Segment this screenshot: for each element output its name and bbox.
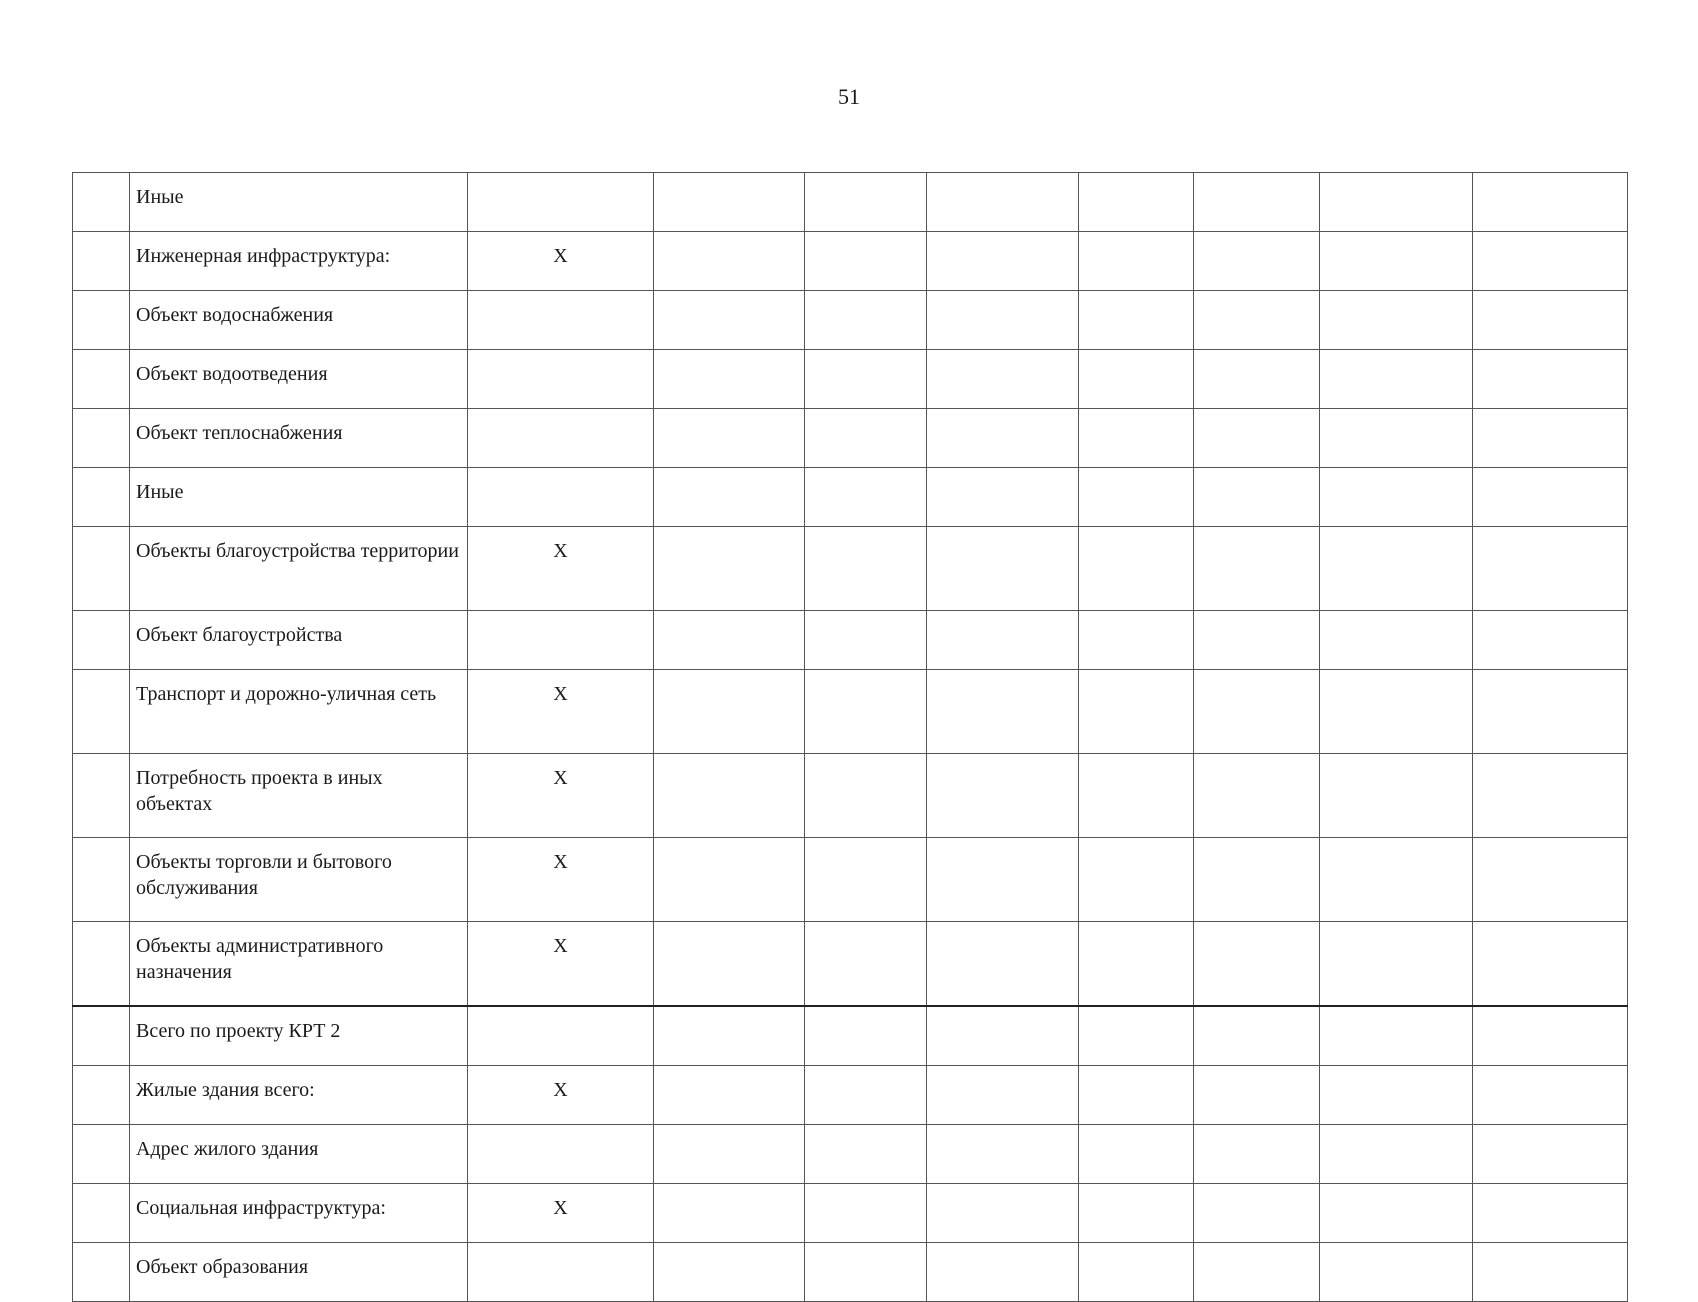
value-cell bbox=[1194, 232, 1320, 291]
value-cell bbox=[927, 409, 1079, 468]
value-cell bbox=[805, 754, 927, 838]
item-name-cell: Объект водоснабжения bbox=[130, 291, 468, 350]
value-cell bbox=[1079, 611, 1194, 670]
table-row bbox=[73, 922, 1628, 1007]
value-cell bbox=[654, 1125, 805, 1184]
row-number-cell bbox=[73, 922, 130, 1007]
value-cell bbox=[1079, 468, 1194, 527]
mark-cell: X bbox=[468, 232, 654, 291]
value-cell bbox=[1473, 670, 1628, 754]
value-cell bbox=[1194, 409, 1320, 468]
row-number-cell bbox=[73, 1243, 130, 1302]
value-cell bbox=[1473, 350, 1628, 409]
value-cell bbox=[1194, 291, 1320, 350]
item-name-cell: Объекты административного назначения bbox=[130, 922, 468, 1007]
value-cell bbox=[1320, 670, 1473, 754]
mark-cell: X bbox=[468, 922, 654, 1007]
row-number-cell bbox=[73, 350, 130, 409]
row-number-cell bbox=[73, 527, 130, 611]
value-cell bbox=[1320, 350, 1473, 409]
value-cell bbox=[654, 1243, 805, 1302]
item-name-cell: Инженерная инфраструктура: bbox=[130, 232, 468, 291]
mark-cell: X bbox=[468, 838, 654, 922]
item-name-cell: Объекты благоустройства территории bbox=[130, 527, 468, 611]
item-name-cell: Транспорт и дорожно-уличная сеть bbox=[130, 670, 468, 754]
value-cell bbox=[1320, 922, 1473, 1007]
table-row bbox=[73, 527, 1628, 611]
value-cell bbox=[654, 1006, 805, 1066]
value-cell bbox=[1320, 1006, 1473, 1066]
item-name-cell: Социальная инфраструктура: bbox=[130, 1184, 468, 1243]
value-cell bbox=[1473, 409, 1628, 468]
value-cell bbox=[805, 173, 927, 232]
row-number-cell bbox=[73, 232, 130, 291]
value-cell bbox=[927, 1006, 1079, 1066]
value-cell bbox=[1473, 291, 1628, 350]
value-cell bbox=[1473, 1066, 1628, 1125]
value-cell bbox=[1473, 1243, 1628, 1302]
value-cell bbox=[1473, 1125, 1628, 1184]
row-number-cell bbox=[73, 1184, 130, 1243]
table-row bbox=[73, 350, 1628, 409]
value-cell bbox=[805, 1184, 927, 1243]
value-cell bbox=[1079, 1184, 1194, 1243]
value-cell bbox=[805, 350, 927, 409]
value-cell bbox=[1079, 350, 1194, 409]
value-cell bbox=[927, 173, 1079, 232]
value-cell bbox=[927, 670, 1079, 754]
value-cell bbox=[654, 838, 805, 922]
value-cell bbox=[1320, 838, 1473, 922]
value-cell bbox=[1194, 754, 1320, 838]
mark-cell: X bbox=[468, 1066, 654, 1125]
value-cell bbox=[1473, 1006, 1628, 1066]
value-cell bbox=[1079, 1066, 1194, 1125]
value-cell bbox=[927, 1243, 1079, 1302]
value-cell bbox=[1194, 527, 1320, 611]
item-name-cell: Потребность проекта в иных объектах bbox=[130, 754, 468, 838]
mark-cell: X bbox=[468, 754, 654, 838]
value-cell bbox=[654, 611, 805, 670]
mark-cell bbox=[468, 468, 654, 527]
item-name-cell: Жилые здания всего: bbox=[130, 1066, 468, 1125]
item-name-cell: Объект образования bbox=[130, 1243, 468, 1302]
value-cell bbox=[805, 670, 927, 754]
table-row bbox=[73, 232, 1628, 291]
table-row bbox=[73, 468, 1628, 527]
value-cell bbox=[1194, 1066, 1320, 1125]
value-cell bbox=[1473, 754, 1628, 838]
value-cell bbox=[1194, 1184, 1320, 1243]
value-cell bbox=[654, 409, 805, 468]
value-cell bbox=[1473, 173, 1628, 232]
table-row bbox=[73, 1125, 1628, 1184]
value-cell bbox=[654, 670, 805, 754]
value-cell bbox=[1079, 232, 1194, 291]
value-cell bbox=[1320, 1066, 1473, 1125]
value-cell bbox=[654, 754, 805, 838]
value-cell bbox=[1079, 173, 1194, 232]
value-cell bbox=[654, 527, 805, 611]
value-cell bbox=[1194, 1243, 1320, 1302]
row-number-cell bbox=[73, 1006, 130, 1066]
mark-cell: X bbox=[468, 1184, 654, 1243]
value-cell bbox=[1473, 527, 1628, 611]
value-cell bbox=[805, 922, 927, 1007]
value-cell bbox=[654, 1066, 805, 1125]
value-cell bbox=[805, 232, 927, 291]
table-body bbox=[73, 173, 1628, 1302]
value-cell bbox=[927, 838, 1079, 922]
value-cell bbox=[1194, 670, 1320, 754]
value-cell bbox=[1473, 232, 1628, 291]
table-row bbox=[73, 1243, 1628, 1302]
mark-cell bbox=[468, 350, 654, 409]
mark-cell: X bbox=[468, 670, 654, 754]
value-cell bbox=[927, 291, 1079, 350]
value-cell bbox=[1473, 468, 1628, 527]
mark-cell bbox=[468, 173, 654, 232]
value-cell bbox=[1473, 1184, 1628, 1243]
value-cell bbox=[1320, 611, 1473, 670]
value-cell bbox=[927, 922, 1079, 1007]
row-number-cell bbox=[73, 1066, 130, 1125]
value-cell bbox=[1320, 1184, 1473, 1243]
value-cell bbox=[927, 232, 1079, 291]
value-cell bbox=[1320, 173, 1473, 232]
value-cell bbox=[805, 1006, 927, 1066]
table-row bbox=[73, 1006, 1628, 1066]
value-cell bbox=[1194, 468, 1320, 527]
item-name-cell: Объект теплоснабжения bbox=[130, 409, 468, 468]
item-name-cell: Объект водоотведения bbox=[130, 350, 468, 409]
row-number-cell bbox=[73, 754, 130, 838]
row-number-cell bbox=[73, 838, 130, 922]
value-cell bbox=[805, 838, 927, 922]
value-cell bbox=[1079, 1125, 1194, 1184]
value-cell bbox=[654, 468, 805, 527]
value-cell bbox=[1320, 291, 1473, 350]
value-cell bbox=[1194, 611, 1320, 670]
value-cell bbox=[1473, 922, 1628, 1007]
row-number-cell bbox=[73, 670, 130, 754]
mark-cell bbox=[468, 291, 654, 350]
table-row bbox=[73, 670, 1628, 754]
value-cell bbox=[927, 754, 1079, 838]
mark-cell bbox=[468, 1006, 654, 1066]
value-cell bbox=[654, 350, 805, 409]
value-cell bbox=[1473, 838, 1628, 922]
value-cell bbox=[805, 1125, 927, 1184]
value-cell bbox=[1320, 1243, 1473, 1302]
value-cell bbox=[927, 1066, 1079, 1125]
table-row bbox=[73, 291, 1628, 350]
item-name-cell: Иные bbox=[130, 173, 468, 232]
table-row bbox=[73, 838, 1628, 922]
value-cell bbox=[927, 1184, 1079, 1243]
mark-cell: X bbox=[468, 527, 654, 611]
value-cell bbox=[805, 409, 927, 468]
value-cell bbox=[1320, 527, 1473, 611]
value-cell bbox=[1194, 1006, 1320, 1066]
row-number-cell bbox=[73, 611, 130, 670]
item-name-cell: Всего по проекту КРТ 2 bbox=[130, 1006, 468, 1066]
value-cell bbox=[1079, 670, 1194, 754]
value-cell bbox=[654, 1184, 805, 1243]
value-cell bbox=[654, 291, 805, 350]
mark-cell bbox=[468, 611, 654, 670]
value-cell bbox=[1079, 922, 1194, 1007]
value-cell bbox=[927, 527, 1079, 611]
page-number: 51 bbox=[838, 84, 860, 109]
value-cell bbox=[1079, 754, 1194, 838]
value-cell bbox=[805, 611, 927, 670]
value-cell bbox=[1194, 838, 1320, 922]
value-cell bbox=[805, 291, 927, 350]
value-cell bbox=[1079, 527, 1194, 611]
value-cell bbox=[927, 350, 1079, 409]
value-cell bbox=[927, 1125, 1079, 1184]
row-number-cell bbox=[73, 409, 130, 468]
value-cell bbox=[654, 173, 805, 232]
value-cell bbox=[1473, 611, 1628, 670]
table-row bbox=[73, 611, 1628, 670]
item-name-cell: Иные bbox=[130, 468, 468, 527]
value-cell bbox=[805, 1243, 927, 1302]
value-cell bbox=[654, 232, 805, 291]
value-cell bbox=[1079, 409, 1194, 468]
table-row bbox=[73, 1184, 1628, 1243]
value-cell bbox=[1320, 232, 1473, 291]
value-cell bbox=[805, 1066, 927, 1125]
value-cell bbox=[1194, 922, 1320, 1007]
value-cell bbox=[1320, 468, 1473, 527]
item-name-cell: Объекты торговли и бытового обслуживания bbox=[130, 838, 468, 922]
value-cell bbox=[1079, 1243, 1194, 1302]
value-cell bbox=[927, 468, 1079, 527]
value-cell bbox=[1194, 1125, 1320, 1184]
value-cell bbox=[1079, 838, 1194, 922]
data-table bbox=[72, 172, 1628, 1302]
mark-cell bbox=[468, 1243, 654, 1302]
value-cell bbox=[805, 468, 927, 527]
value-cell bbox=[1194, 173, 1320, 232]
mark-cell bbox=[468, 1125, 654, 1184]
row-number-cell bbox=[73, 173, 130, 232]
item-name-cell: Адрес жилого здания bbox=[130, 1125, 468, 1184]
row-number-cell bbox=[73, 291, 130, 350]
value-cell bbox=[927, 611, 1079, 670]
value-cell bbox=[1079, 1006, 1194, 1066]
table-row bbox=[73, 754, 1628, 838]
table-row bbox=[73, 173, 1628, 232]
table-row bbox=[73, 409, 1628, 468]
mark-cell bbox=[468, 409, 654, 468]
row-number-cell bbox=[73, 1125, 130, 1184]
value-cell bbox=[654, 922, 805, 1007]
value-cell bbox=[1320, 1125, 1473, 1184]
value-cell bbox=[805, 527, 927, 611]
value-cell bbox=[1079, 291, 1194, 350]
value-cell bbox=[1194, 350, 1320, 409]
row-number-cell bbox=[73, 468, 130, 527]
value-cell bbox=[1320, 409, 1473, 468]
table-row bbox=[73, 1066, 1628, 1125]
item-name-cell: Объект благоустройства bbox=[130, 611, 468, 670]
value-cell bbox=[1320, 754, 1473, 838]
